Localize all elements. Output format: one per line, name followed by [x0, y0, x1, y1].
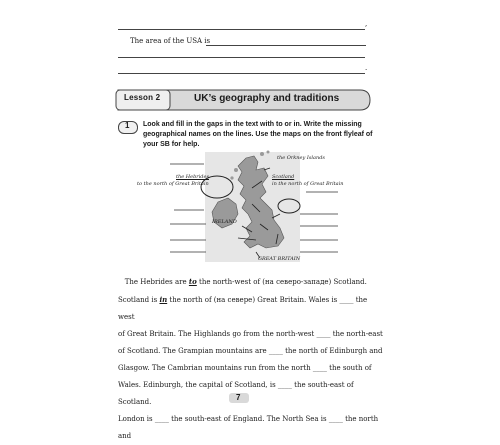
text-line-6: Wales. Edinburgh, the capital of Scotland, is ____ the south-east of Scotland. — [118, 381, 354, 406]
map-label-scotland-location: in the north of Great Britain — [272, 181, 344, 187]
answer-line-top-3 — [118, 73, 365, 74]
line-end-period: . — [365, 64, 368, 72]
answer-line-top-2 — [118, 57, 365, 58]
map-label-great-britain: GREAT BRITAIN — [258, 256, 301, 262]
instruction-line-3: your SB for help. — [143, 141, 200, 148]
map-label-orkney: the Orkney Islands — [277, 155, 325, 161]
uk-map — [160, 148, 360, 268]
text-line-7: London is ____ the south-east of England. The North Sea is ____ the north and — [118, 415, 379, 440]
exercise-instructions — [143, 120, 373, 150]
page-number: 7 — [236, 393, 241, 402]
line-end-comma: , — [365, 20, 368, 28]
text-line-4: of Scotland. The Grampian mountains are ____ the north of Edinburgh and — [118, 347, 383, 355]
instruction-line-1: Look and fill in the gaps in the text with to or in. Write the missing — [143, 121, 362, 128]
text-line-5: Glasgow. The Cambrian mountains run from the north ____ the south of — [118, 364, 372, 372]
answer-to: to — [188, 277, 197, 286]
exercise-text — [118, 273, 383, 445]
map-label-ireland: IRELAND — [212, 219, 237, 225]
instruction-line-2: geographical names on the lines. Use the maps on the front flyleaf of — [143, 131, 373, 138]
answer-line-top-1 — [118, 29, 365, 30]
lesson-title: UK’s geography and traditions — [194, 93, 340, 104]
answer-in: in — [159, 295, 168, 304]
usa-area-answer-line[interactable] — [206, 45, 366, 46]
map-label-hebrides-location: to the north of Great Britain — [137, 181, 209, 187]
text-line-2: Scotland is in the north of (на севере) Great Britain. Wales is ____ the west — [118, 295, 368, 321]
usa-area-prompt: The area of the USA is — [130, 37, 211, 45]
text-line-1: The Hebrides are to the north-west of (на северо-западе) Scotland. — [124, 277, 367, 286]
exercise-number: 1 — [125, 121, 130, 130]
text-line-3: of Great Britain. The Highlands go from the north-west ____ the north-east — [118, 330, 383, 338]
lesson-label: Lesson 2 — [124, 93, 161, 102]
map-label-scotland: Scotland — [272, 174, 295, 180]
map-label-hebrides: the Hebrides — [176, 174, 210, 180]
